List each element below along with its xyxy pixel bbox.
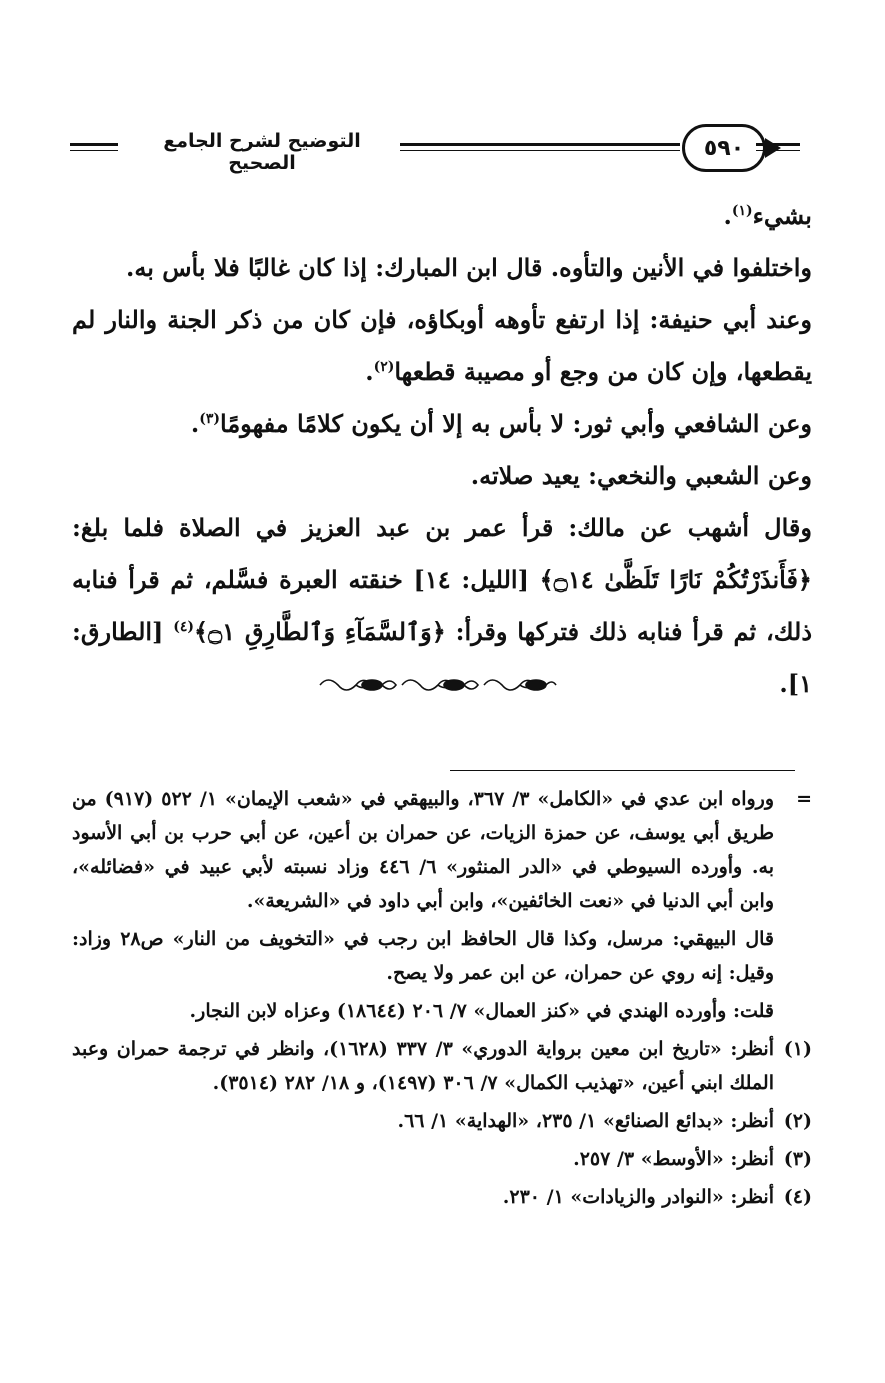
paragraph-4: وعن الشعبي والنخعي: يعيد صلاته. <box>470 461 812 490</box>
footnote-text: قال البيهقي: مرسل، وكذا قال الحافظ ابن رجب في «التخويف من النار» ص٢٨ وزاد: وقيل: إنه روي عن حمران، عن ابن عمر ولا يصح. <box>72 928 774 984</box>
section-divider-ornament <box>310 670 560 700</box>
paragraph-text: وعن الشافعي وأبي ثور: لا بأس به إلا أن يكون كلامًا مفهومًا <box>220 409 812 438</box>
footnote-number: (٢) <box>783 1110 812 1132</box>
paragraph-3 <box>72 398 812 450</box>
footnote-ref: (٣) <box>199 411 221 427</box>
header-rule-right <box>756 143 800 151</box>
paragraph-end: . <box>723 201 732 230</box>
paragraph-1: واختلفوا في الأنين والتأوه. قال ابن المبارك: إذا كان غالبًا فلا بأس به. <box>125 253 812 282</box>
footnote-1 <box>72 1032 812 1100</box>
continuation-mark: = <box>796 788 812 810</box>
page-number-badge <box>682 124 766 172</box>
footnote-ref: (٤) <box>173 619 195 635</box>
paragraph-end: [الطارق: ١]. <box>72 617 812 698</box>
footnote-number: (٣) <box>783 1148 812 1170</box>
footnote-text: قلت: وأورده الهندي في «كنز العمال» ٧/ ٢٠٦ (١٨٦٤٤) وعزاه لابن النجار. <box>189 1000 774 1022</box>
paragraph-0 <box>72 190 812 242</box>
paragraph-2 <box>72 294 812 398</box>
page-number: ٥٩٠ <box>703 135 745 161</box>
footnote-2 <box>72 1104 812 1138</box>
page-header <box>70 122 800 178</box>
paragraph-end: . <box>365 357 374 386</box>
footnote-continued-3 <box>72 994 812 1028</box>
footnotes <box>72 782 812 1218</box>
footnote-4 <box>72 1180 812 1214</box>
footnote-text: أنظر: «النوادر والزيادات» ١/ ٢٣٠. <box>502 1186 774 1208</box>
header-rule-middle <box>400 143 680 151</box>
paragraph-text: وقال أشهب عن مالك: قرأ عمر بن عبد العزيز في الصلاة فلما بلغ: ﴿فَأَنذَرْتُكُمْ نَارًا تَلَظَّىٰ ۝١٤﴾ [الليل: ١٤] خنقته العبرة فسَّلم، ثم قرأ فنابه ذلك، ثم قرأ فنابه ذلك فتركها وقرأ: ﴿وَٱلسَّمَآءِ وَٱلطَّارِقِ ۝١﴾ <box>72 513 813 646</box>
footnote-3 <box>72 1142 812 1176</box>
paragraph-text: وعند أبي حنيفة: إذا ارتفع تأوهه أوبكاؤه، فإن كان من ذكر الجنة والنار لم يقطعها، وإن كان من وجع أو مصيبة قطعها <box>72 305 813 386</box>
paragraph-text: بشيء <box>752 201 812 230</box>
footnote-number: (٤) <box>783 1186 812 1208</box>
footnote-separator <box>450 770 795 771</box>
footnote-text: أنظر: «الأوسط» ٣/ ٢٥٧. <box>573 1148 774 1170</box>
footnote-text: أنظر: «تاريخ ابن معين برواية الدوري» ٣/ ٣٣٧ (١٦٢٨)، وانظر في ترجمة حمران وعبد الملك ابني أعين، «تهذيب الكمال» ٧/ ٣٠٦ (١٤٩٧)، و ١٨/ ٢٨٢ (٣٥١٤). <box>72 1038 774 1094</box>
footnote-continued <box>72 782 812 918</box>
footnote-continued-2 <box>72 922 812 990</box>
footnote-text: ورواه ابن عدي في «الكامل» ٣/ ٣٦٧، والبيهقي في «شعب الإيمان» ١/ ٥٢٢ (٩١٧) من طريق أبي يوسف، عن حمزة الزيات، عن حمران بن أعين، عن أبي حرب بن أبي الأسود به. وأورده السيوطي في «الدر المنثور» ٦/ ٤٤٦ وزاد نسبته لأبي عبيد في «فضائله»، وابن أبي الدنيا في «نعت الخائفين»، وابن أبي داود في «الشريعة». <box>72 788 775 912</box>
running-title: التوضيح لشرح الجامع الصحيح <box>163 130 361 174</box>
footnote-text: أنظر: «بدائع الصنائع» ١/ ٢٣٥، «الهداية» ١/ ٦٦. <box>397 1110 774 1132</box>
footnote-ref: (١) <box>731 203 753 219</box>
main-text <box>72 190 812 710</box>
header-rule-left <box>70 143 118 151</box>
paragraph-end: . <box>190 409 200 438</box>
footnote-ref: (٢) <box>373 359 395 375</box>
footnote-number: (١) <box>783 1038 812 1060</box>
